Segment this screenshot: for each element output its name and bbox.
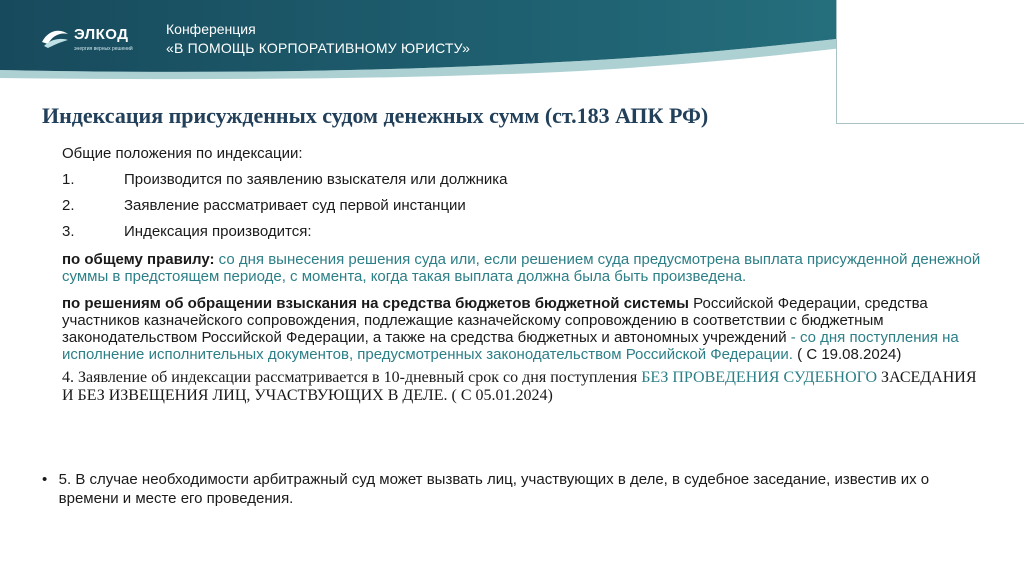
slide-title: Индексация присужденных судом денежных сумм (ст.183 АПК РФ) [42, 103, 709, 128]
conference-block [166, 20, 470, 58]
list-item [62, 171, 982, 189]
corner-frame [836, 0, 1024, 124]
slide-content [62, 145, 982, 405]
item-4-highlight: БЕЗ ПРОВЕДЕНИЯ СУДЕБНОГО [641, 369, 878, 386]
logo-text: ЭЛКОД [74, 26, 129, 43]
list-item [62, 197, 982, 215]
item-4-rest: ЗАСЕДАНИЯ И БЕЗ ИЗВЕЩЕНИЯ ЛИЦ, УЧАСТВУЮЩИХ В ДЕЛЕ. ( С 05.01.2024) [62, 369, 977, 404]
conference-name: «В ПОМОЩЬ КОРПОРАТИВНОМУ ЮРИСТУ» [166, 40, 471, 56]
item-text: Заявление рассматривает суд первой инстанции [124, 197, 466, 214]
item-text: Производится по заявлению взыскателя или должника [124, 171, 508, 188]
budget-rule-date: ( С 19.08.2024) [792, 346, 902, 363]
item-number: 2. [62, 197, 75, 214]
bullet-text: 5. В случае необходимости арбитражный суд может вызвать лиц, участвующих в деле, в судебное заседание, известив их о времени и месте его проведения. [58, 471, 930, 507]
item-4-text: 4. Заявление об индексации рассматривается в 10-дневный срок со дня поступления [62, 369, 642, 386]
bullet-icon: • [42, 471, 48, 488]
intro-text: Общие положения по индексации: [62, 145, 303, 162]
general-rule-heading: по общему правилу: [62, 251, 215, 268]
general-rule-paragraph [62, 251, 982, 285]
item-4-paragraph [62, 369, 982, 405]
list-item [62, 223, 982, 241]
logo-tagline: энергия верных решений [74, 46, 133, 52]
item-number: 1. [62, 171, 75, 188]
budget-rule-teal-text: - со дня поступления на исполнение исполнительных документов, предусмотренных законодательством Российской Федерации. [62, 329, 959, 363]
conference-label: Конференция [166, 21, 256, 37]
budget-rule-paragraph [62, 295, 982, 363]
general-rule-text: со дня вынесения решения суда или, если решением суда предусмотрена выплата присужденной денежной суммы в предстоящем периоде, с момента, когда такая выплата должна была быть произведена. [62, 251, 981, 285]
budget-rule-heading: по решениям об обращении взыскания на средства бюджетов бюджетной системы [62, 295, 689, 312]
item-text: Индексация производится: [124, 223, 312, 240]
logo-wave-icon [40, 24, 70, 50]
elkod-logo [40, 24, 150, 58]
item-number: 3. [62, 223, 75, 240]
budget-rule-text: Российской Федерации, средства участников казначейского сопровождения, подлежащие казначейскому сопровождению в соответствии с бюджетным законодательством Российской Федерации, а также на средства бюджетных и автономных учреждений [62, 295, 928, 346]
bullet-item-5 [42, 470, 982, 508]
